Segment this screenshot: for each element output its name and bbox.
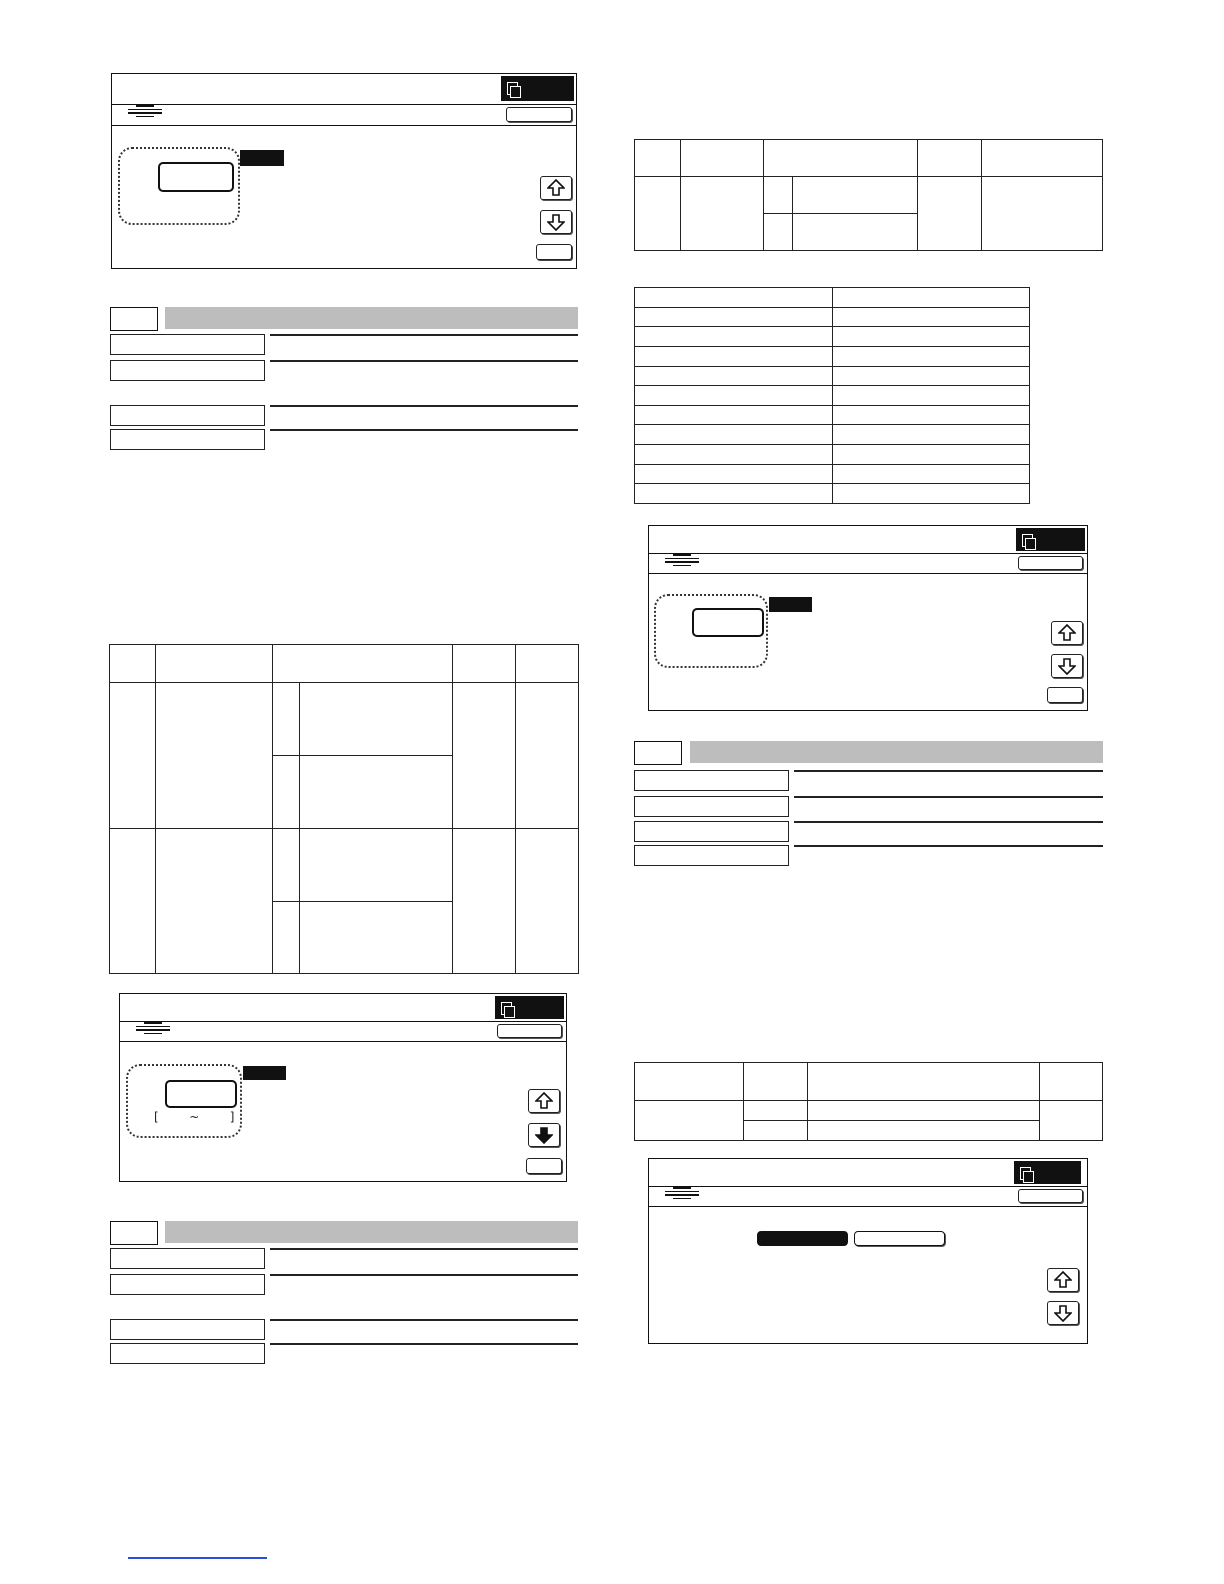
section-title-bar (165, 1221, 578, 1243)
table-header-cell (764, 140, 918, 177)
table-cell (635, 484, 833, 504)
footer-link[interactable] (128, 1557, 267, 1559)
table-header-cell (110, 645, 156, 683)
up-arrow-icon (535, 1092, 553, 1110)
table-cell (833, 346, 1030, 366)
up-arrow-icon (547, 179, 565, 197)
table-header-cell (516, 645, 579, 683)
table-cell (635, 405, 833, 425)
table-cell (744, 1101, 807, 1121)
table-cell (793, 177, 918, 214)
item-rule (270, 360, 578, 362)
table-header-cell (635, 140, 681, 177)
down-arrow-button[interactable] (528, 1123, 560, 1147)
item-rule (270, 1319, 578, 1321)
section-title-bar (165, 307, 578, 329)
table-cell (635, 1101, 744, 1141)
paper-stack-icon (128, 105, 162, 119)
table-cell (273, 683, 300, 756)
item-label-box (110, 1274, 265, 1295)
section-number-box (110, 307, 158, 331)
table-cell (918, 177, 982, 251)
simulation-screen-2 (119, 993, 567, 1182)
range-label: [ ~ ] (154, 1110, 235, 1124)
value-display[interactable] (692, 608, 764, 637)
item-rule (794, 796, 1103, 798)
item-tag (240, 150, 284, 166)
table-cell (516, 829, 579, 974)
table-header-cell (681, 140, 764, 177)
ok-button[interactable] (1047, 687, 1083, 703)
item-label-box (634, 821, 789, 842)
up-arrow-icon (1058, 624, 1076, 642)
item-label-box (634, 796, 789, 817)
table-cell (681, 177, 764, 251)
table-cell (273, 902, 300, 974)
toggle-option-selected[interactable] (757, 1231, 848, 1246)
table-header-cell (156, 645, 273, 683)
table-cell (807, 1121, 1039, 1141)
up-arrow-button[interactable] (1051, 621, 1083, 645)
item-label-box (110, 429, 265, 450)
down-arrow-icon (535, 1126, 553, 1144)
table-cell (273, 756, 300, 829)
table-cell (300, 902, 453, 974)
table-cell (764, 214, 793, 251)
table-cell (635, 445, 833, 465)
table-header-cell (744, 1063, 807, 1101)
table-cell (300, 756, 453, 829)
item-tag (769, 597, 812, 612)
table-cell (635, 307, 833, 327)
table-cell (156, 683, 273, 829)
section-number-box (634, 741, 682, 765)
down-arrow-button[interactable] (540, 210, 572, 234)
back-button[interactable] (506, 107, 572, 122)
toggle-option-unselected[interactable] (854, 1231, 945, 1246)
copy-icon (507, 82, 518, 95)
value-display[interactable] (165, 1080, 237, 1108)
paper-stack-icon (665, 554, 699, 568)
item-label-box (110, 405, 265, 426)
item-rule (270, 334, 578, 336)
paper-stack-icon (665, 1187, 699, 1201)
item-label-box (110, 1319, 265, 1340)
back-button[interactable] (497, 1024, 562, 1038)
copy-mode-indicator (501, 76, 574, 101)
table-cell (833, 405, 1030, 425)
table-cell (833, 464, 1030, 484)
table-header-cell (453, 645, 516, 683)
item-rule (794, 770, 1103, 772)
table-cell (764, 177, 793, 214)
table-cell (635, 464, 833, 484)
table-cell (635, 327, 833, 347)
table-header-cell (918, 140, 982, 177)
table-cell (300, 829, 453, 902)
item-label-box (634, 845, 789, 866)
item-rule (270, 429, 578, 431)
item-rule (270, 1248, 578, 1250)
item-label-box (110, 1343, 265, 1364)
table-cell (793, 214, 918, 251)
down-arrow-icon (1058, 657, 1076, 675)
copy-mode-indicator (1016, 528, 1085, 551)
table-cell (807, 1101, 1039, 1121)
item-rule (270, 1343, 578, 1345)
ok-button[interactable] (526, 1158, 562, 1174)
item-label-box (110, 1248, 265, 1269)
table-cell (982, 177, 1103, 251)
table-cell (110, 829, 156, 974)
table-cell (453, 683, 516, 829)
table-cell (635, 386, 833, 406)
table-cell (833, 307, 1030, 327)
simulation-screen-4 (648, 1158, 1088, 1344)
copy-mode-indicator (495, 996, 564, 1019)
table-cell (833, 366, 1030, 386)
up-arrow-icon (1054, 1271, 1072, 1289)
down-arrow-icon (547, 213, 565, 231)
table-cell (833, 288, 1030, 308)
up-arrow-button[interactable] (540, 176, 572, 200)
table-header-cell (273, 645, 453, 683)
table-cell (300, 683, 453, 756)
item-label-box (110, 360, 265, 381)
section-title-bar (690, 741, 1103, 763)
back-button[interactable] (1018, 556, 1083, 570)
table-cell (156, 829, 273, 974)
paper-stack-icon (136, 1022, 170, 1036)
table-cell (1039, 1101, 1102, 1141)
table-cell (833, 327, 1030, 347)
back-button[interactable] (1018, 1189, 1083, 1203)
table-cell (635, 288, 833, 308)
setting-table-right-1 (634, 139, 1103, 251)
up-arrow-button[interactable] (1047, 1268, 1079, 1292)
copy-mode-indicator (1014, 1161, 1081, 1184)
table-cell (635, 177, 681, 251)
table-cell (744, 1121, 807, 1141)
table-cell (516, 683, 579, 829)
setting-table-left (109, 644, 579, 974)
table-cell (635, 346, 833, 366)
copy-icon (1022, 534, 1033, 547)
table-cell (833, 484, 1030, 504)
copy-icon (1020, 1167, 1031, 1180)
table-header-cell (807, 1063, 1039, 1101)
table-cell (635, 425, 833, 445)
list-table (634, 287, 1030, 504)
item-label-box (634, 770, 789, 791)
table-cell (453, 829, 516, 974)
table-cell (833, 425, 1030, 445)
table-header-cell (982, 140, 1103, 177)
item-rule (794, 821, 1103, 823)
simulation-screen-3 (648, 525, 1088, 711)
item-rule (270, 1274, 578, 1276)
item-rule (794, 845, 1103, 847)
item-label-box (110, 334, 265, 355)
table-cell (833, 386, 1030, 406)
item-rule (270, 405, 578, 407)
table-cell (273, 829, 300, 902)
table-cell (833, 445, 1030, 465)
value-display[interactable] (158, 162, 234, 192)
ok-button[interactable] (536, 244, 572, 260)
section-number-box (110, 1221, 158, 1245)
copy-icon (501, 1002, 512, 1015)
table-cell (635, 366, 833, 386)
down-arrow-button[interactable] (1051, 654, 1083, 678)
simulation-screen-1 (111, 73, 577, 269)
table-header-cell (635, 1063, 744, 1101)
table-cell (110, 683, 156, 829)
setting-table-right-2 (634, 1062, 1103, 1141)
item-tag (243, 1066, 286, 1080)
table-header-cell (1039, 1063, 1102, 1101)
up-arrow-button[interactable] (528, 1089, 560, 1113)
down-arrow-button[interactable] (1047, 1301, 1079, 1325)
down-arrow-icon (1054, 1304, 1072, 1322)
